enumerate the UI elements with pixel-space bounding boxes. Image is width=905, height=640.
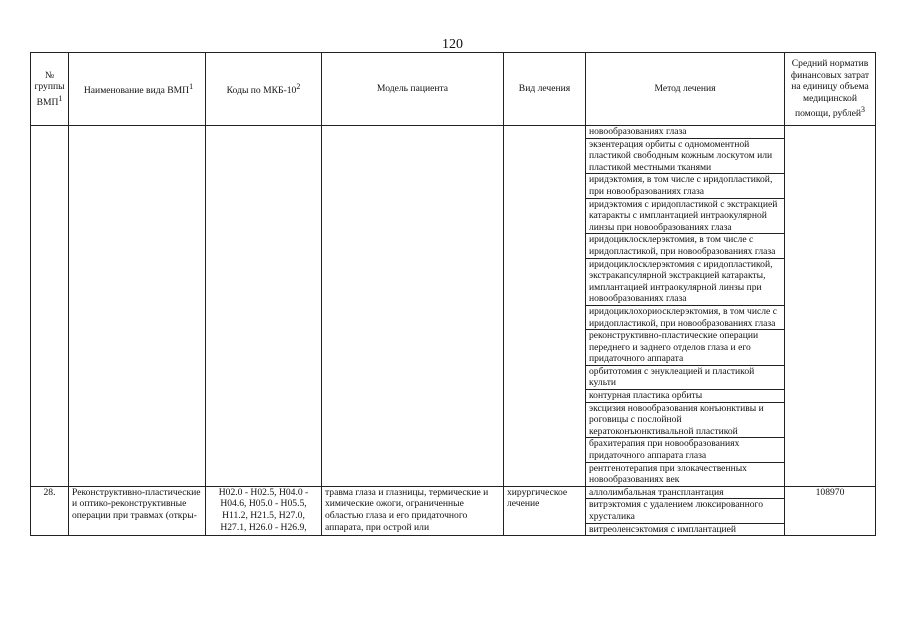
method-cell: реконструктивно-пластические операции переднего и заднего отделов глаза и его придаточного аппарата <box>586 330 785 366</box>
method-cell: аллолимбальная трансплантация <box>586 486 785 499</box>
vmp-name: Реконструктивно-пластические и оптико-реконструктивные операции при травмах (откры- <box>69 486 206 535</box>
cost-value: 108970 <box>785 486 876 535</box>
header-treatment-type: Вид лечения <box>504 53 586 126</box>
continued-treatment-cell <box>504 126 586 487</box>
header-codes: Коды по МКБ-$10^2$ <box>206 53 322 126</box>
method-cell: витреоленсэктомия с имплантацией <box>586 523 785 536</box>
continued-name-cell <box>69 126 206 487</box>
method-cell: иридоциклосклерэктомия с иридопластикой, экстракапсулярной экстракцией катаракты, имплантацией интраокулярной линзы при новообразованиях глаза <box>586 258 785 305</box>
method-cell: витрэктомия с удалением люксированного хрусталика <box>586 499 785 523</box>
method-cell: орбитотомия с энуклеацией и пластикой культи <box>586 365 785 389</box>
header-row <box>31 53 876 126</box>
method-cell: эксцизия новообразования конъюнктивы и роговицы с послойной кератоконъюнктивальной пластикой <box>586 402 785 438</box>
continued-codes-cell <box>206 126 322 487</box>
group-number: 28. <box>31 486 69 535</box>
page-number: 120 <box>442 37 463 52</box>
method-cell: рентгенотерапия при злокачественных новообразованиях век <box>586 462 785 486</box>
method-cell: контурная пластика орбиты <box>586 390 785 403</box>
method-cell: иридэктомия с иридопластикой с экстракцией катаракты с имплантацией интраокулярной линзы при новообразованиях глаза <box>586 198 785 234</box>
header-name: Наименование вида ВМП$^1$ <box>69 53 206 126</box>
header-cost: Средний норматив финансовых затрат на единицу объема медицинской помощи, рублей$^3$ <box>785 53 876 126</box>
continued-cost-cell <box>785 126 876 487</box>
header-group: № группы ВМП$^1$ <box>31 53 69 126</box>
patient-model: травма глаза и глазницы, термические и химические ожоги, ограниченные областью глаза и его придаточного аппарата, при острой или <box>322 486 504 535</box>
header-method: Метод лечения <box>586 53 785 126</box>
icd-codes: H02.0 - H02.5, H04.0 - H04.6, H05.0 - H05.5, H11.2, H21.5, H27.0, H27.1, H26.0 - H26.9, <box>206 486 322 535</box>
method-cell: иридэктомия, в том числе с иридопластикой, при новообразованиях глаза <box>586 174 785 198</box>
method-cell: брахитерапия при новообразованиях придаточного аппарата глаза <box>586 438 785 462</box>
method-cell: экзентерация орбиты с одномоментной пластикой свободным кожным лоскутом или пластикой местными тканями <box>586 138 785 174</box>
method-cell: иридоциклохориосклерэктомия, в том числе с иридопластикой, при новообразованиях глаза <box>586 305 785 329</box>
header-model: Модель пациента <box>322 53 504 126</box>
method-cell: новообразованиях глаза <box>586 126 785 139</box>
treatment-type: хирургическое лечение <box>504 486 586 535</box>
row-28 <box>31 486 876 499</box>
continued-method-row <box>31 126 876 139</box>
vmp-table <box>30 52 876 536</box>
continued-model-cell <box>322 126 504 487</box>
method-cell: иридоциклосклерэктомия, в том числе с иридопластикой, при новообразованиях глаза <box>586 234 785 258</box>
continued-group-cell <box>31 126 69 487</box>
